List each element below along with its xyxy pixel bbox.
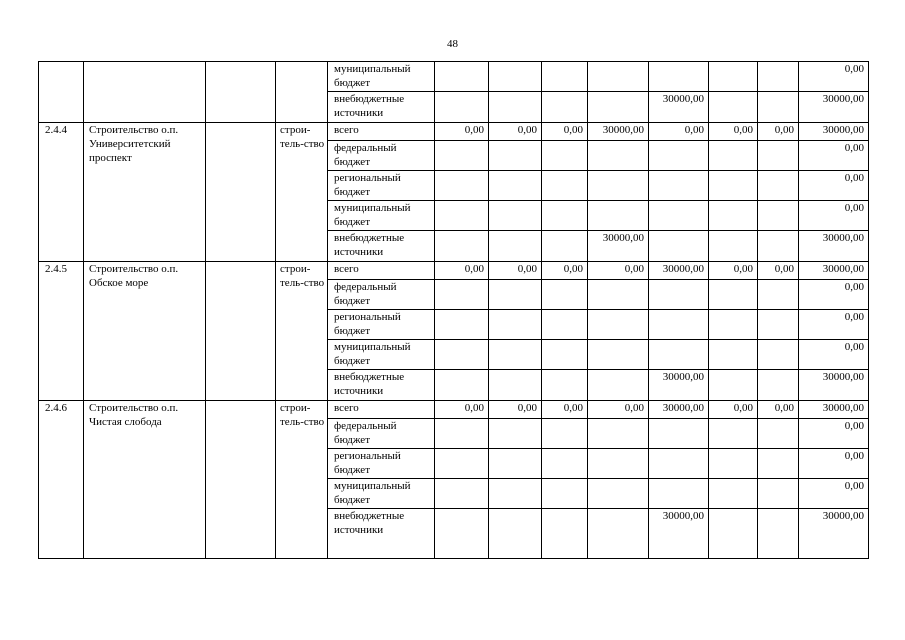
amount-cell: [709, 62, 758, 92]
name-cell: [84, 62, 206, 123]
executor-cell: [206, 123, 276, 262]
table-row: [39, 262, 869, 280]
amount-cell: 0,00: [649, 123, 709, 141]
amount-cell: [435, 92, 489, 123]
amount-cell: [489, 310, 542, 340]
amount-cell: 0,00: [799, 449, 869, 479]
table-row: [39, 401, 869, 419]
amount-cell: [709, 310, 758, 340]
amount-cell: [542, 141, 588, 171]
amount-cell: [649, 171, 709, 201]
amount-cell: [542, 449, 588, 479]
amount-cell: [542, 310, 588, 340]
amount-cell: 30000,00: [799, 92, 869, 123]
amount-cell: [489, 92, 542, 123]
amount-cell: [588, 280, 649, 310]
amount-cell: [709, 449, 758, 479]
amount-cell: 0,00: [709, 262, 758, 280]
name-cell: Строительство о.п. Обское море: [84, 262, 206, 401]
executor-cell: [206, 262, 276, 401]
amount-cell: [709, 201, 758, 231]
amount-cell: [758, 92, 799, 123]
amount-cell: [649, 479, 709, 509]
amount-cell: [542, 340, 588, 370]
amount-cell: 30000,00: [799, 401, 869, 419]
amount-cell: [709, 509, 758, 559]
amount-cell: [758, 231, 799, 262]
source-cell: муниципальный бюджет: [328, 62, 435, 92]
amount-cell: [649, 340, 709, 370]
amount-cell: 30000,00: [799, 509, 869, 559]
amount-cell: [758, 340, 799, 370]
amount-cell: [542, 92, 588, 123]
amount-cell: [758, 171, 799, 201]
amount-cell: [489, 201, 542, 231]
amount-cell: [709, 340, 758, 370]
amount-cell: [542, 419, 588, 449]
amount-cell: 0,00: [435, 262, 489, 280]
amount-cell: 0,00: [799, 280, 869, 310]
amount-cell: [649, 419, 709, 449]
table-row: [39, 123, 869, 141]
code-cell: 2.4.5: [39, 262, 84, 401]
amount-cell: 0,00: [799, 310, 869, 340]
amount-cell: [758, 62, 799, 92]
amount-cell: 0,00: [758, 401, 799, 419]
executor-cell: [206, 401, 276, 559]
code-cell: 2.4.6: [39, 401, 84, 559]
page-number: 48: [447, 38, 458, 50]
source-cell: внебюджетные источники: [328, 92, 435, 123]
amount-cell: 0,00: [542, 401, 588, 419]
amount-cell: 0,00: [799, 340, 869, 370]
name-cell: Строительство о.п. Университетский проспект: [84, 123, 206, 262]
amount-cell: 30000,00: [588, 123, 649, 141]
amount-cell: [489, 509, 542, 559]
amount-cell: [435, 141, 489, 171]
code-cell: 2.4.4: [39, 123, 84, 262]
amount-cell: 0,00: [709, 401, 758, 419]
source-cell: муниципальный бюджет: [328, 201, 435, 231]
amount-cell: 30000,00: [799, 123, 869, 141]
source-cell: всего: [328, 123, 435, 141]
amount-cell: [588, 141, 649, 171]
amount-cell: 0,00: [435, 401, 489, 419]
amount-cell: [542, 62, 588, 92]
amount-cell: [709, 171, 758, 201]
amount-cell: [588, 449, 649, 479]
amount-cell: 0,00: [799, 201, 869, 231]
amount-cell: [542, 201, 588, 231]
amount-cell: 0,00: [799, 171, 869, 201]
amount-cell: [542, 280, 588, 310]
amount-cell: [758, 370, 799, 401]
source-cell: муниципальный бюджет: [328, 479, 435, 509]
amount-cell: [489, 141, 542, 171]
amount-cell: 30000,00: [799, 370, 869, 401]
amount-cell: [758, 479, 799, 509]
amount-cell: 0,00: [799, 479, 869, 509]
amount-cell: [435, 509, 489, 559]
source-cell: внебюджетные источники: [328, 231, 435, 262]
source-cell: региональный бюджет: [328, 310, 435, 340]
amount-cell: 30000,00: [588, 231, 649, 262]
amount-cell: 0,00: [709, 123, 758, 141]
amount-cell: [489, 370, 542, 401]
amount-cell: [649, 449, 709, 479]
source-cell: региональный бюджет: [328, 171, 435, 201]
amount-cell: 0,00: [799, 141, 869, 171]
amount-cell: 30000,00: [649, 262, 709, 280]
amount-cell: [435, 201, 489, 231]
amount-cell: 0,00: [489, 123, 542, 141]
amount-cell: 30000,00: [649, 92, 709, 123]
amount-cell: 0,00: [758, 262, 799, 280]
amount-cell: 0,00: [758, 123, 799, 141]
amount-cell: 0,00: [542, 262, 588, 280]
name-cell: Строительство о.п. Чистая слобода: [84, 401, 206, 559]
amount-cell: 0,00: [489, 401, 542, 419]
amount-cell: [435, 62, 489, 92]
amount-cell: [588, 92, 649, 123]
code-cell: [39, 62, 84, 123]
amount-cell: [709, 280, 758, 310]
source-cell: региональный бюджет: [328, 449, 435, 479]
kind-cell: [276, 62, 328, 123]
amount-cell: [489, 449, 542, 479]
amount-cell: [709, 479, 758, 509]
source-cell: федеральный бюджет: [328, 141, 435, 171]
amount-cell: [649, 310, 709, 340]
amount-cell: 0,00: [799, 419, 869, 449]
amount-cell: [489, 171, 542, 201]
amount-cell: 0,00: [588, 262, 649, 280]
amount-cell: 0,00: [489, 262, 542, 280]
amount-cell: [542, 479, 588, 509]
amount-cell: [758, 310, 799, 340]
executor-cell: [206, 62, 276, 123]
amount-cell: [489, 231, 542, 262]
budget-table: [38, 61, 869, 559]
amount-cell: [489, 62, 542, 92]
amount-cell: [489, 419, 542, 449]
amount-cell: [758, 280, 799, 310]
amount-cell: [588, 201, 649, 231]
amount-cell: [758, 201, 799, 231]
amount-cell: [435, 370, 489, 401]
kind-cell: строи-тель-ство: [276, 401, 328, 559]
amount-cell: [709, 419, 758, 449]
amount-cell: [758, 449, 799, 479]
amount-cell: 30000,00: [799, 231, 869, 262]
source-cell: федеральный бюджет: [328, 419, 435, 449]
amount-cell: [435, 340, 489, 370]
source-cell: всего: [328, 401, 435, 419]
amount-cell: [709, 370, 758, 401]
source-cell: муниципальный бюджет: [328, 340, 435, 370]
amount-cell: [588, 419, 649, 449]
amount-cell: [709, 141, 758, 171]
amount-cell: [435, 231, 489, 262]
amount-cell: [542, 171, 588, 201]
amount-cell: [435, 479, 489, 509]
amount-cell: [435, 171, 489, 201]
kind-cell: строи-тель-ство: [276, 123, 328, 262]
amount-cell: [542, 231, 588, 262]
amount-cell: [649, 62, 709, 92]
amount-cell: [588, 370, 649, 401]
amount-cell: [435, 280, 489, 310]
amount-cell: [588, 509, 649, 559]
amount-cell: [758, 141, 799, 171]
source-cell: всего: [328, 262, 435, 280]
amount-cell: [489, 280, 542, 310]
amount-cell: [435, 449, 489, 479]
amount-cell: 0,00: [799, 62, 869, 92]
amount-cell: 30000,00: [649, 401, 709, 419]
amount-cell: [588, 62, 649, 92]
amount-cell: [542, 370, 588, 401]
amount-cell: 30000,00: [649, 370, 709, 401]
amount-cell: [758, 509, 799, 559]
source-cell: федеральный бюджет: [328, 280, 435, 310]
amount-cell: 30000,00: [649, 509, 709, 559]
amount-cell: 0,00: [542, 123, 588, 141]
amount-cell: [542, 509, 588, 559]
amount-cell: [435, 310, 489, 340]
amount-cell: [588, 171, 649, 201]
amount-cell: [588, 310, 649, 340]
amount-cell: [649, 231, 709, 262]
table-row: [39, 62, 869, 92]
kind-cell: строи-тель-ство: [276, 262, 328, 401]
source-cell: внебюджетные источники: [328, 509, 435, 559]
amount-cell: 30000,00: [799, 262, 869, 280]
amount-cell: [709, 92, 758, 123]
amount-cell: [435, 419, 489, 449]
amount-cell: [489, 479, 542, 509]
amount-cell: [489, 340, 542, 370]
amount-cell: [649, 201, 709, 231]
amount-cell: [758, 419, 799, 449]
amount-cell: [649, 141, 709, 171]
amount-cell: [588, 340, 649, 370]
amount-cell: [649, 280, 709, 310]
amount-cell: [709, 231, 758, 262]
amount-cell: [588, 479, 649, 509]
amount-cell: 0,00: [588, 401, 649, 419]
source-cell: внебюджетные источники: [328, 370, 435, 401]
amount-cell: 0,00: [435, 123, 489, 141]
